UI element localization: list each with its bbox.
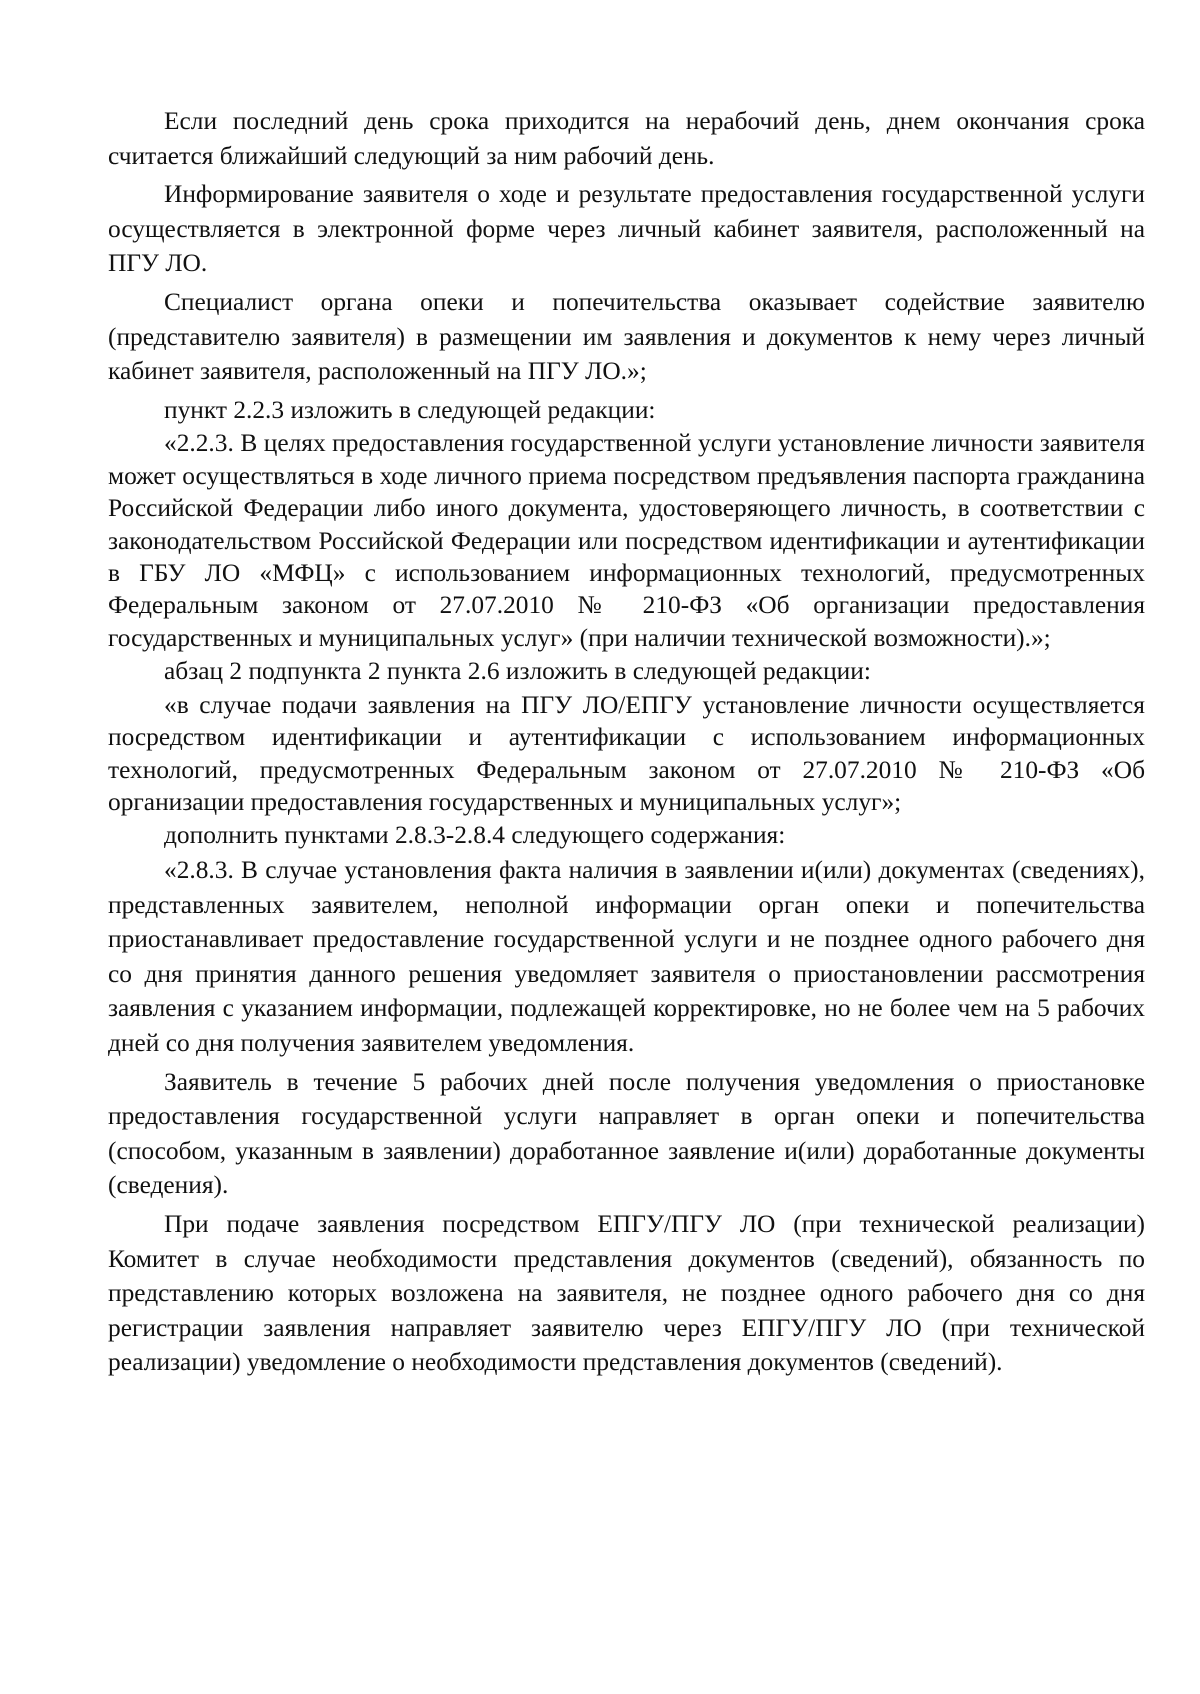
document-body — [108, 104, 1145, 1384]
paragraph-applicant-informing: Информирование заявителя о ходе и результате предоставления государственной услуги осуществляется в электронной форме через личный кабинет заявителя, расположенный на ПГУ ЛО. — [108, 180, 1145, 278]
paragraph-applicant-resubmission: Заявитель в течение 5 рабочих дней после получения уведомления о приостановке предоставления государственной услуги направляет в орган опеки и попечительства (способом, указанным в заявлении) доработанное заявление и(или) доработанные документы (сведения). — [108, 1067, 1145, 1200]
paragraph-item-2-6-intro: абзац 2 подпункта 2 пункта 2.6 изложить в следующей редакции: — [164, 657, 871, 686]
paragraph-item-2-2-3: «2.2.3. В целях предоставления государственной услуги установление личности заявителя может осуществляться в ходе личного приема посредством предъявления паспорта гражданина Российской Федерации либо иного документа, удостоверяющего личность, в соответствии с законодательством Российской Федерации или посредством идентификации и аутентификации в ГБУ ЛО «МФЦ» с использованием информационных технологий, предусмотренных Федеральным законом от 27.07.2010 № 210-ФЗ «Об организации предоставления государственных и муниципальных услуг» (при наличии технической возможности).»; — [108, 429, 1145, 652]
paragraph-item-2-6: «в случае подачи заявления на ПГУ ЛО/ЕПГУ установление личности осуществляется посредством идентификации и аутентификации с использованием информационных технологий, предусмотренных Федеральным законом от 27.07.2010 № 210-ФЗ «Об организации предоставления государственных и муниципальных услуг»; — [108, 690, 1145, 816]
paragraph-items-2-8-3-2-8-4-intro: дополнить пунктами 2.8.3-2.8.4 следующего содержания: — [164, 821, 786, 850]
paragraph-item-2-8-3: «2.8.3. В случае установления факта наличия в заявлении и(или) документах (сведениях), представленных заявителем, неполной информации орган опеки и попечительства приостанавливает предоставление государственной услуги и не позднее одного рабочего дня со дня принятия данного решения уведомляет заявителя о приостановлении рассмотрения заявления с указанием информации, подлежащей корректировке, но не более чем на 5 рабочих дней со дня получения заявителем уведомления. — [108, 856, 1145, 1057]
paragraph-item-2-2-3-intro: пункт 2.2.3 изложить в следующей редакции: — [164, 395, 656, 424]
paragraph-epgu-notification: При подаче заявления посредством ЕПГУ/ПГУ ЛО (при технической реализации) Комитет в случае необходимости представления документов (сведений), обязанность по представлению которых возложена на заявителя, не позднее одного рабочего дня со дня регистрации заявления направляет заявителю через ЕПГУ/ПГУ ЛО (при технической реализации) уведомление о необходимости представления документов (сведений). — [108, 1209, 1145, 1377]
paragraph-deadline-nonworking-day: Если последний день срока приходится на нерабочий день, днем окончания срока считается ближайший следующий за ним рабочий день. — [108, 107, 1145, 170]
paragraph-specialist-assistance: Специалист органа опеки и попечительства оказывает содействие заявителю (представителю заявителя) в размещении им заявления и документов к нему через личный кабинет заявителя, расположенный на ПГУ ЛО.»; — [108, 287, 1145, 386]
